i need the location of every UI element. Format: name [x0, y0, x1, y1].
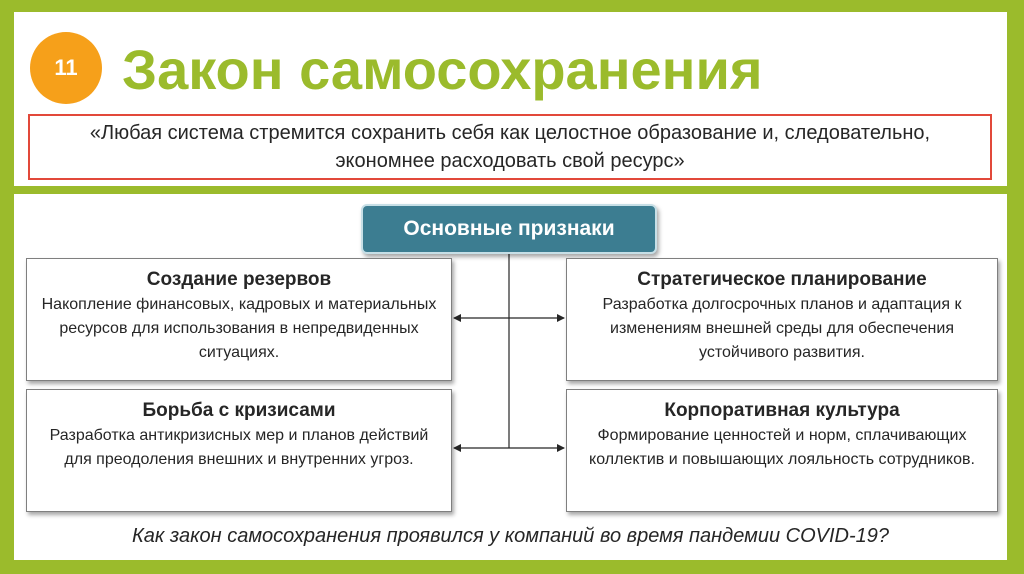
main-features-label: [361, 204, 657, 254]
card-reserves: [26, 258, 452, 381]
card-crisis-management: [26, 389, 452, 512]
discussion-question: Как закон самосохранения проявился у компаний во время пандемии COVID-19?: [131, 525, 890, 547]
section-divider: [14, 186, 1007, 194]
slide-number-badge: [26, 28, 106, 108]
card-title: Стратегическое планирование: [637, 269, 927, 290]
main-features-text: Основные признаки: [403, 217, 615, 240]
card-strategic-planning: [566, 258, 998, 381]
slide-title: Закон самосохранения: [122, 38, 763, 101]
quote-text: «Любая система стремится сохранить себя как целостное образование и, следовательно, экономнее расходовать свой ресурс»: [89, 122, 931, 172]
quote-box: [28, 114, 992, 180]
card-title: Борьба с кризисами: [142, 400, 336, 421]
card-corporate-culture: [566, 389, 998, 512]
card-title: Создание резервов: [146, 269, 332, 290]
slide-number: 11: [30, 32, 102, 104]
card-text: Накопление финансовых, кадровых и материальных ресурсов для использования в непредвиденных ситуациях.: [41, 296, 437, 361]
slide: [14, 12, 1007, 560]
card-text: Формирование ценностей и норм, сплачивающих коллектив и повышающих лояльность сотрудников.: [589, 427, 975, 468]
card-text: Разработка долгосрочных планов и адаптация к изменениям внешней среды для обеспечения устойчивого развития.: [602, 296, 962, 361]
card-text: Разработка антикризисных мер и планов действий для преодоления внешних и внутренних угроз.: [49, 427, 429, 468]
card-title: Корпоративная культура: [664, 400, 900, 421]
